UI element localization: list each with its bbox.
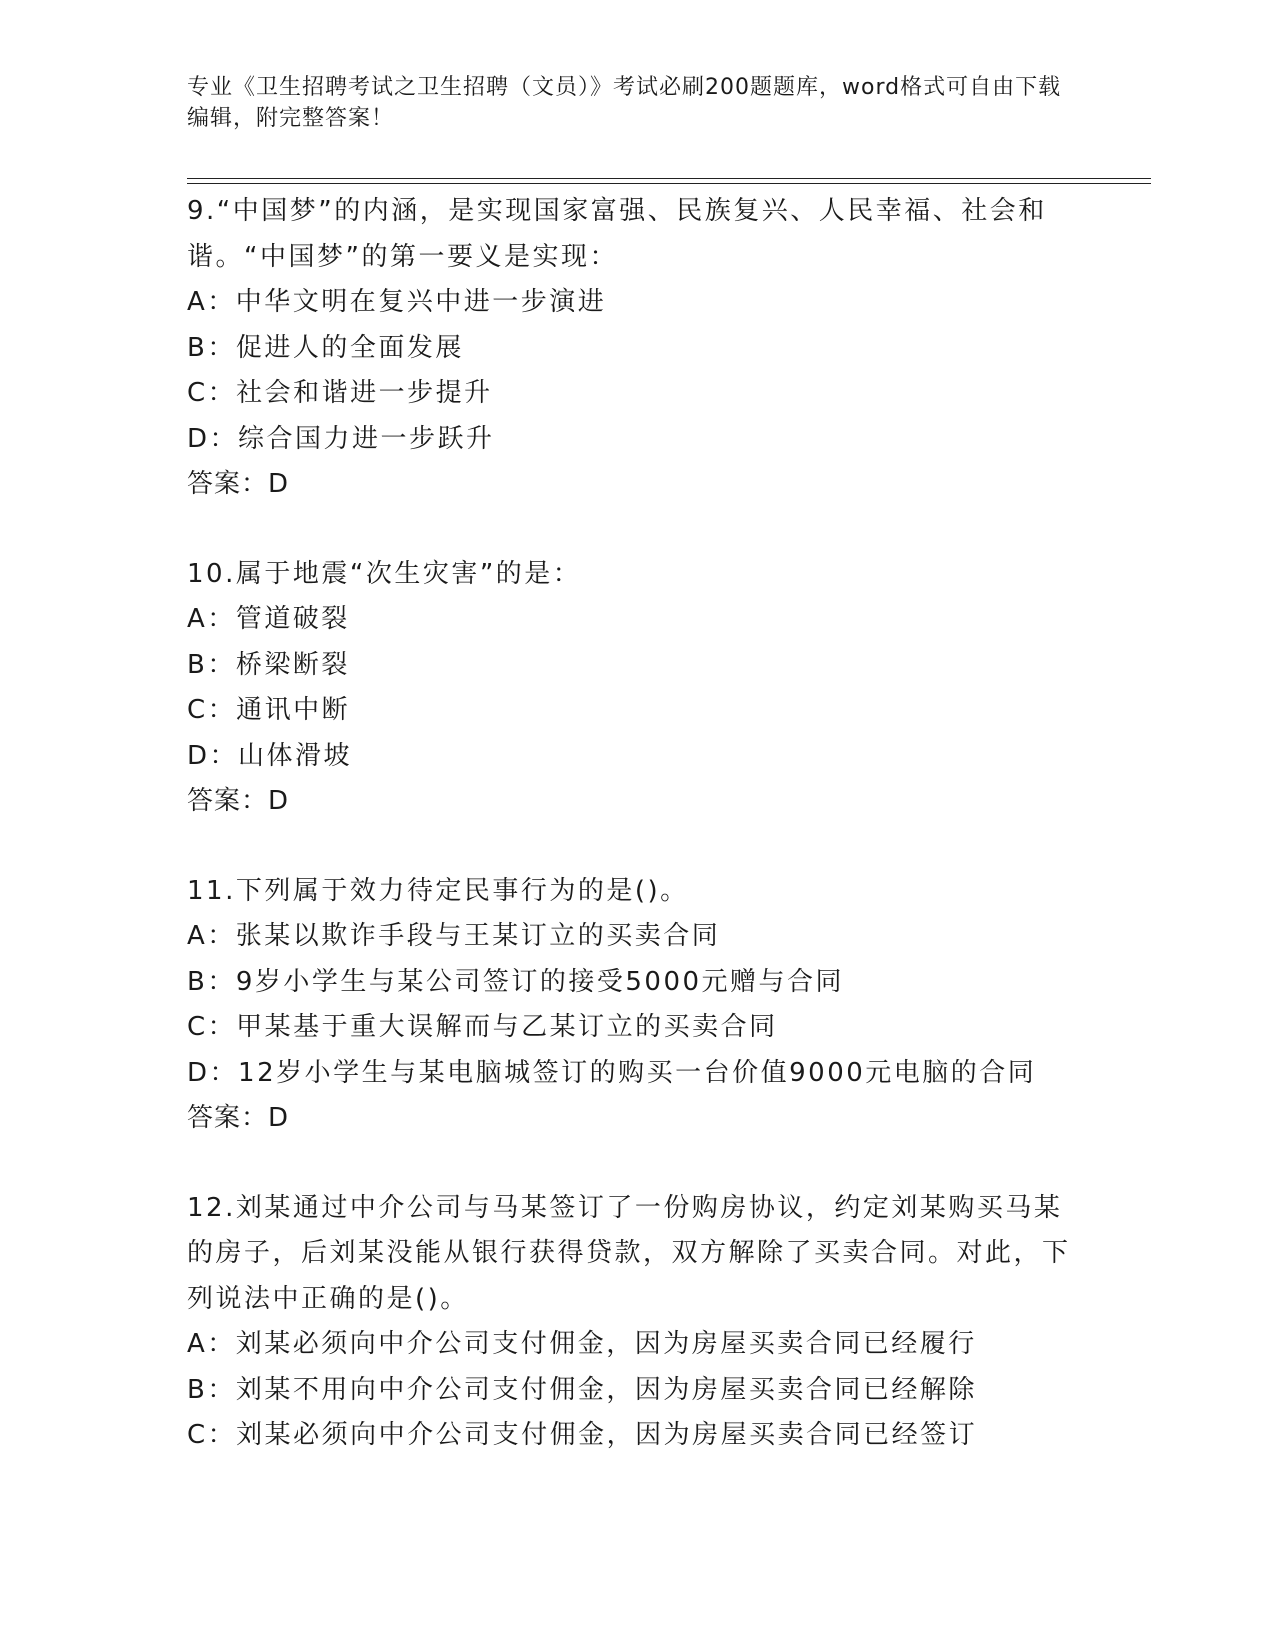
header-divider-top: [187, 178, 1151, 179]
option-b: B：桥梁断裂: [187, 649, 350, 680]
question-10: [187, 552, 1087, 825]
question-stem: 9.“中国梦”的内涵，是实现国家富强、民族复兴、人民幸福、社会和谐。“中国梦”的第一要义是实现：: [187, 196, 1047, 272]
option-b: B：9岁小学生与某公司签订的接受5000元赠与合同: [187, 966, 845, 997]
question-stem: 10.属于地震“次生灾害”的是：: [187, 558, 582, 589]
option-c: C：刘某必须向中介公司支付佣金，因为房屋买卖合同已经签订: [187, 1420, 978, 1450]
option-a: A：中华文明在复兴中进一步演进: [187, 287, 607, 317]
option-b: B：促进人的全面发展: [187, 332, 464, 363]
answer-line: 答案：D: [187, 786, 290, 816]
option-d: D：综合国力进一步跃升: [187, 423, 495, 454]
option-a: A：管道破裂: [187, 604, 350, 634]
option-a: A：刘某必须向中介公司支付佣金，因为房屋买卖合同已经履行: [187, 1329, 977, 1359]
question-stem: 11.下列属于效力待定民事行为的是()。: [187, 875, 689, 906]
question-11: [187, 869, 1087, 1142]
header-divider-bottom: [187, 183, 1151, 184]
document-header: 专业《卫生招聘考试之卫生招聘（文员）》考试必刷200题题库，word格式可自由下载编辑，附完整答案！: [187, 75, 1062, 131]
option-a: A：张某以欺诈手段与王某订立的买卖合同: [187, 921, 721, 951]
answer-line: 答案：D: [187, 469, 290, 499]
option-b: B：刘某不用向中介公司支付佣金，因为房屋买卖合同已经解除: [187, 1374, 977, 1405]
option-c: C：社会和谐进一步提升: [187, 378, 493, 408]
question-stem: 12.刘某通过中介公司与马某签订了一份购房协议，约定刘某购买马某的房子，后刘某没能从银行获得贷款，双方解除了买卖合同。对此，下列说法中正确的是()。: [187, 1192, 1071, 1314]
question-list: [187, 189, 1087, 1503]
answer-line: 答案：D: [187, 1103, 290, 1133]
question-12: [187, 1186, 1087, 1459]
option-d: D：12岁小学生与某电脑城签订的购买一台价值9000元电脑的合同: [187, 1057, 1037, 1088]
question-9: [187, 189, 1087, 508]
option-c: C：甲某基于重大误解而与乙某订立的买卖合同: [187, 1012, 778, 1042]
option-d: D：山体滑坡: [187, 740, 353, 771]
option-c: C：通讯中断: [187, 695, 351, 725]
